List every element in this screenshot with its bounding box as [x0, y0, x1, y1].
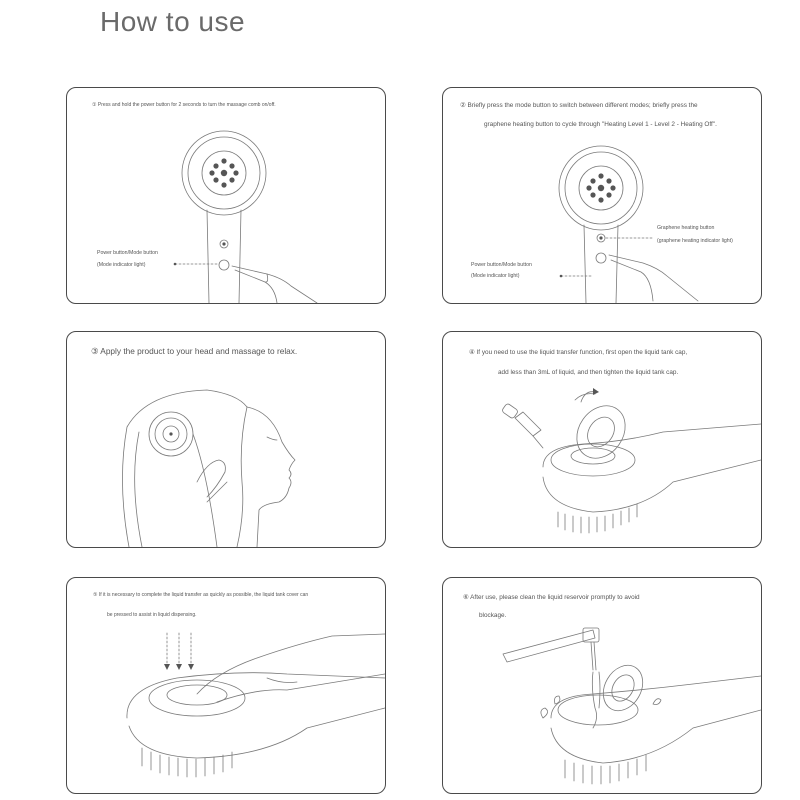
- step-3-panel: [66, 331, 386, 548]
- step-1-panel: [66, 87, 386, 304]
- step-2-panel: [442, 87, 762, 304]
- faucet-icon: [443, 578, 761, 793]
- step-2-graphene-label: Graphene heating button: [657, 225, 715, 231]
- step-2-power-label: Power button/Mode button: [471, 262, 532, 268]
- step-1-caption: ① Press and hold the power button for 2 seconds to turn the massage comb on/off.: [92, 102, 276, 108]
- step-1-power-label: Power button/Mode button: [97, 250, 158, 256]
- step-4-caption-line1: ④ If you need to use the liquid transfer function, first open the liquid tank cap,: [469, 349, 688, 356]
- step-6-caption-line2: blockage.: [479, 612, 507, 619]
- pointing-hand-icon: [232, 266, 317, 303]
- dropper-icon: [443, 332, 761, 547]
- head-profile-icon: [67, 332, 385, 547]
- step-2-caption-line2: graphene heating button to cycle through "Heating Level 1 - Level 2 - Heating Off".: [484, 121, 717, 128]
- step-4-panel: [442, 331, 762, 548]
- step-5-caption-line2: be pressed to assist in liquid dispensing.: [107, 612, 197, 618]
- step-5-caption-line1: ⑤ If it is necessary to complete the liquid transfer as quickly as possible, the liquid tank cover can: [93, 592, 309, 598]
- step-5-panel: [66, 577, 386, 794]
- step-1-mode-label: (Mode indicator light): [97, 262, 146, 268]
- comb-front-icon: [67, 88, 385, 303]
- step-6-caption-line1: ⑥ After use, please clean the liquid reservoir promptly to avoid: [463, 594, 640, 601]
- page-title: How to use: [100, 6, 246, 37]
- step-2-mode-label: (Mode indicator light): [471, 273, 520, 279]
- comb-front-icon: [443, 88, 761, 303]
- arrow-down-icon: [167, 633, 191, 666]
- step-4-caption-line2: add less than 3mL of liquid, and then tighten the liquid tank cap.: [498, 369, 679, 376]
- pointing-hand-icon: [609, 255, 698, 301]
- step-6-panel: [442, 577, 762, 794]
- step-2-caption-line1: ② Briefly press the mode button to switch between different modes; briefly press the: [460, 102, 698, 109]
- step-3-caption: ③ Apply the product to your head and massage to relax.: [91, 346, 298, 356]
- step-2-graphene-light-label: (graphene heating indicator light): [657, 238, 733, 244]
